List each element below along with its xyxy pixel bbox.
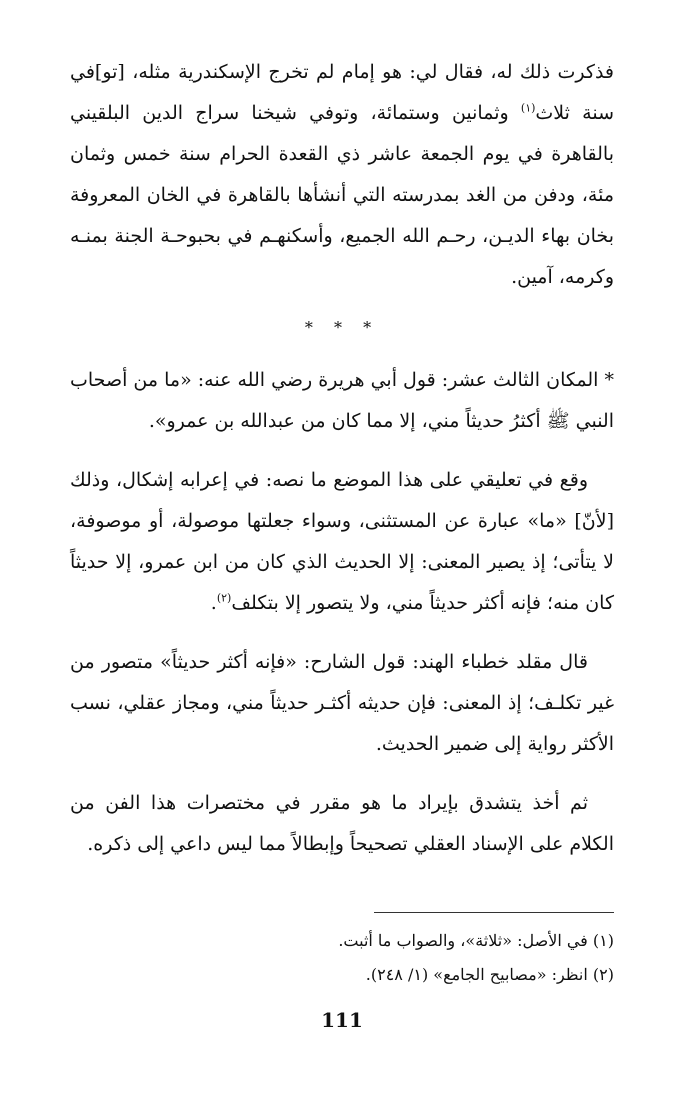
paragraph-3-text-b: . [210,592,217,614]
footnote-2: (٢) انظر: «مصابيح الجامع» (١/ ٢٤٨). [365,965,614,984]
main-text [70,52,614,865]
paragraph-1-text-b: وثمانين وستمائة، وتوفي شيخنا سراج الدين البلقيني بالقاهرة في يوم الجمعة عاشر ذي القعدة الحرام سنة خمس وثمان مئة، ودفن من الغد بمدرسته التي أنشأها بالقاهرة في الخان المعروفة بخان بهاء الديـن، رحـم الله الجميع، وأسكنهـم في بحبوحـة الجنة بمنـه وكرمه، آمين. [70,102,614,288]
footnote-1: (١) في الأصل: «ثلاثة»، والصواب ما أثبت. [338,931,614,950]
footnote-ref-2: (٢) [216,591,232,605]
footnote-divider [374,912,614,913]
footnote-ref-1: (١) [520,101,536,115]
paragraph-5 [70,783,614,865]
paragraph-3 [70,460,614,624]
paragraph-2 [70,360,614,442]
paragraph-3-text-a: وقع في تعليقي على هذا الموضع ما نصه: في إعرابه إشكال، وذلك [لأنّ] «ما» عبارة عن المستثنى، وسواء جعلتها موصولة، أو موصوفة، لا يتأتى؛ إذ يصير المعنى: إلا الحديث الذي كان من ابن عمرو، إلا حديثاً كان منه؛ فإنه أكثر حديثاً مني، ولا يتصور إلا بتكلف [70,469,614,614]
section-separator: * * * [304,318,380,337]
footnotes [70,924,614,992]
paragraph-1 [70,52,614,298]
paragraph-5-text: ثم أخذ يتشدق بإيراد ما هو مقرر في مختصرات هذا الفن من الكلام على الإسناد العقلي تصحيحاً وإبطالاً مما ليس داعي إلى ذكره. [70,792,614,855]
paragraph-4 [70,642,614,765]
page-number: 111 [321,1008,363,1032]
paragraph-1-text-a: فذكرت ذلك له، فقال لي: هو إمام لم تخرج الإسكندرية مثله، [تو]في سنة ثلاث [70,61,614,124]
paragraph-4-text: قال مقلد خطباء الهند: قول الشارح: «فإنه أكثر حديثاً» متصور من غير تكلـف؛ إذ المعنى: فإن حديثه أكثـر حديثاً مني، ومجاز عقلي، نسب الأكثر رواية إلى ضمير الحديث. [70,651,614,755]
paragraph-2-text: * المكان الثالث عشر: قول أبي هريرة رضي الله عنه: «ما من أصحاب النبي ﷺ أكثرُ حديثاً مني، إلا مما كان من عبدالله بن عمرو». [70,369,614,432]
